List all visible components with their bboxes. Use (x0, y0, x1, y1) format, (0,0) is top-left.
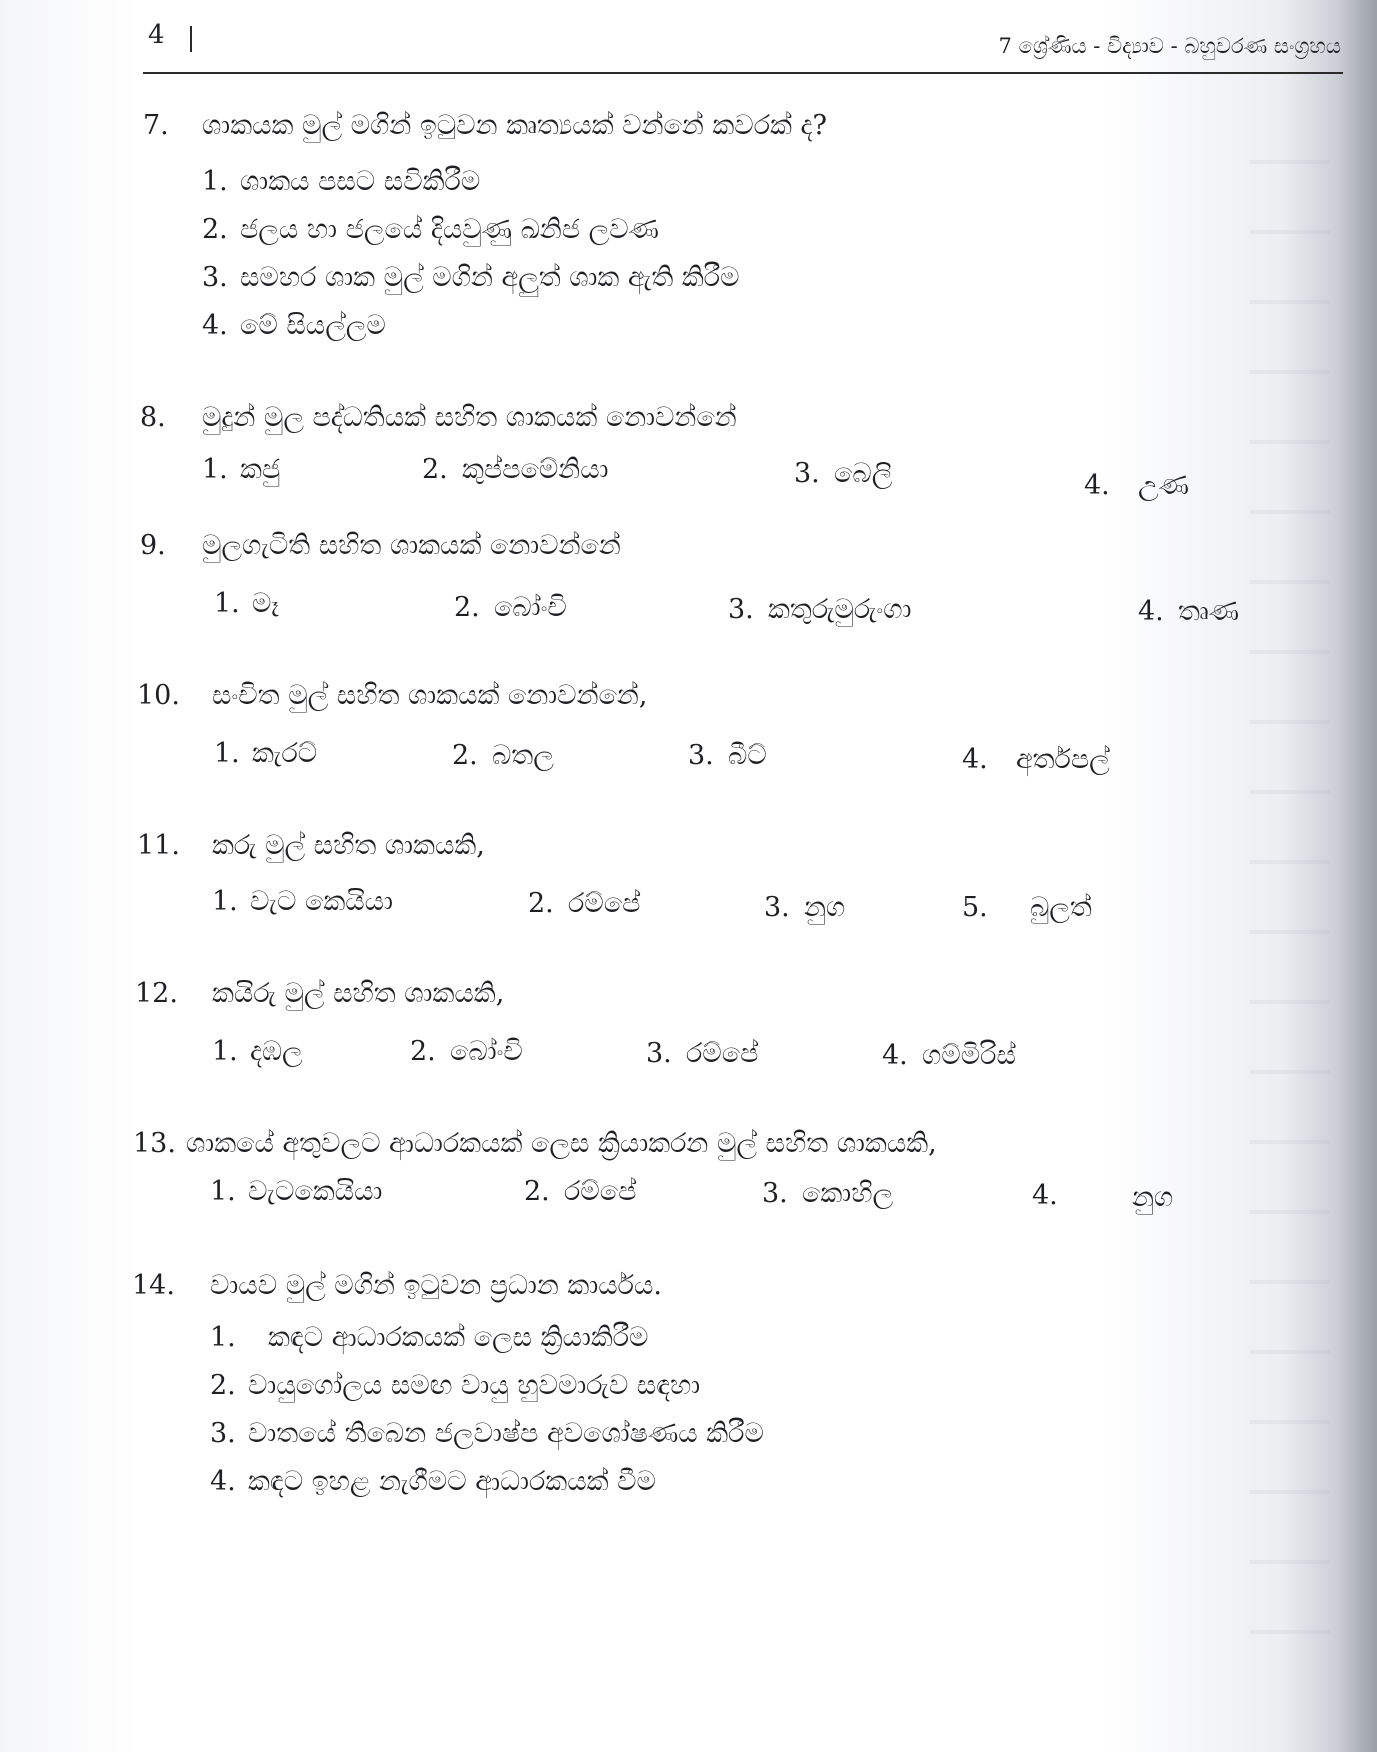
page-number-divider (190, 26, 192, 52)
option-number: 3. (794, 458, 820, 489)
running-header-title: 7 ශ්‍රේණිය - විද්‍යාව - බහුවරණ සංග්‍රහය (998, 34, 1341, 58)
option-number: 1. (212, 1036, 238, 1067)
option-text: කොහිල (802, 1178, 894, 1209)
option-text: ගම්මිරිස් (922, 1040, 1016, 1071)
option-number: 3. (210, 1418, 236, 1449)
option-text: කතුරුමුරුංගා (768, 594, 912, 625)
option-text: උණ (1138, 470, 1189, 501)
option-number: 2. (410, 1036, 436, 1067)
option-number: 1. (214, 588, 240, 619)
option-number: 4. (1138, 596, 1164, 627)
option-number: 4. (882, 1040, 908, 1071)
option-text: කජු (240, 454, 281, 485)
option-text: වැටකෙයියා (248, 1176, 383, 1207)
question-number: 9. (140, 530, 166, 561)
question-text: ශාකයේ අතුවලට ආධාරකයක් ලෙස ක්‍රියාකරන මුල් සහිත ශාකයකි, (186, 1128, 937, 1159)
option-number: 1. (210, 1176, 236, 1207)
option-number: 2. (528, 888, 554, 919)
bleed-through-text (1250, 120, 1330, 1670)
option-number: 5. (962, 892, 988, 923)
option-text: ජලය හා ජලයේ දියවුණු ඛනිජ ලවණ (240, 214, 659, 245)
question-text: වායව මුල් මගින් ඉටුවන ප්‍රධාන කාර්යය. (210, 1270, 662, 1301)
question-number: 10. (137, 680, 180, 711)
question-number: 14. (132, 1270, 175, 1301)
question-text: සංචිත මුල් සහිත ශාකයක් නොවන්නේ, (212, 680, 648, 711)
question-number: 7. (143, 110, 169, 141)
option-number: 1. (202, 166, 228, 197)
option-number: 1. (210, 1322, 236, 1353)
option-text: මෑ (252, 588, 279, 619)
option-number: 3. (764, 892, 790, 923)
option-number: 1. (212, 886, 238, 917)
option-number: 2. (454, 592, 480, 623)
option-number: 1. (202, 454, 228, 485)
question-text: කයිරු මුල් සහිත ශාකයකි, (212, 978, 505, 1009)
option-number: 3. (646, 1038, 672, 1069)
question-number: 11. (137, 830, 180, 861)
option-number: 1. (214, 738, 240, 769)
option-text: වායුගෝලය සමඟ වායු හුවමාරුව සඳහා (248, 1370, 701, 1401)
option-number: 3. (688, 740, 714, 771)
option-number: 4. (202, 310, 228, 341)
option-text: නුග (804, 892, 846, 923)
option-number: 4. (1084, 470, 1110, 501)
option-text: කුප්පමේනියා (462, 454, 609, 485)
option-number: 4. (210, 1466, 236, 1497)
option-number: 2. (202, 214, 228, 245)
option-number: 2. (210, 1370, 236, 1401)
option-number: 3. (728, 594, 754, 625)
question-text: ශාකයක මුල් මගින් ඉටුවන කෘත්‍යයක් වන්නේ කවරක් ද? (202, 110, 828, 141)
question-number: 13. (133, 1128, 176, 1159)
option-text: කඳට ආධාරකයක් ලෙස ක්‍රියාකිරීම (268, 1322, 649, 1353)
option-text: කඳට ඉහළ නැගීමට ආධාරකයක් වීම (248, 1466, 656, 1497)
option-text: වාතයේ තිබෙන ජලවාෂ්ප අවශෝෂණය කිරීම (248, 1418, 764, 1449)
question-number: 8. (140, 402, 166, 433)
option-number: 3. (762, 1178, 788, 1209)
option-number: 3. (202, 262, 228, 293)
question-text: කරු මුල් සහිත ශාකයකි, (212, 830, 485, 861)
option-number: 2. (524, 1176, 550, 1207)
question-text: මුදුන් මුල පද්ධතියක් සහිත ශාකයක් නොවන්නේ (202, 402, 737, 433)
option-text: බෙලි (834, 458, 893, 489)
option-text: ශාකය පසට සවිකිරීම (240, 166, 481, 197)
option-text: අර්තපල් (1016, 744, 1110, 775)
option-text: බීට් (728, 740, 767, 771)
question-text: මුලගැටිති සහිත ශාකයක් නොවන්නේ (202, 530, 621, 561)
option-text: බෝංචි (450, 1036, 523, 1067)
option-text: බුලත් (1030, 892, 1092, 923)
option-text: වැට කෙයියා (250, 886, 393, 917)
option-number: 4. (962, 744, 988, 775)
option-text: බතල (492, 740, 554, 771)
option-text: දඹල (250, 1036, 303, 1067)
option-text: බෝංචි (494, 592, 567, 623)
question-number: 12. (135, 978, 178, 1009)
option-text: මේ සියල්ලම (240, 310, 386, 341)
option-text: රම්පේ (686, 1038, 759, 1069)
option-number: 2. (452, 740, 478, 771)
option-number: 4. (1032, 1180, 1058, 1211)
header-rule (143, 72, 1343, 74)
option-text: රම්පේ (564, 1176, 637, 1207)
option-text: තෘණ (1178, 596, 1240, 627)
option-text: කැරට් (252, 738, 318, 769)
option-text: සමහර ශාක මුල් මගින් අලුත් ශාක ඇති කිරීම (240, 262, 740, 293)
option-number: 2. (422, 454, 448, 485)
page-number: 4 (148, 20, 165, 50)
option-text: රම්පේ (568, 888, 641, 919)
option-text: නුග (1132, 1182, 1174, 1213)
